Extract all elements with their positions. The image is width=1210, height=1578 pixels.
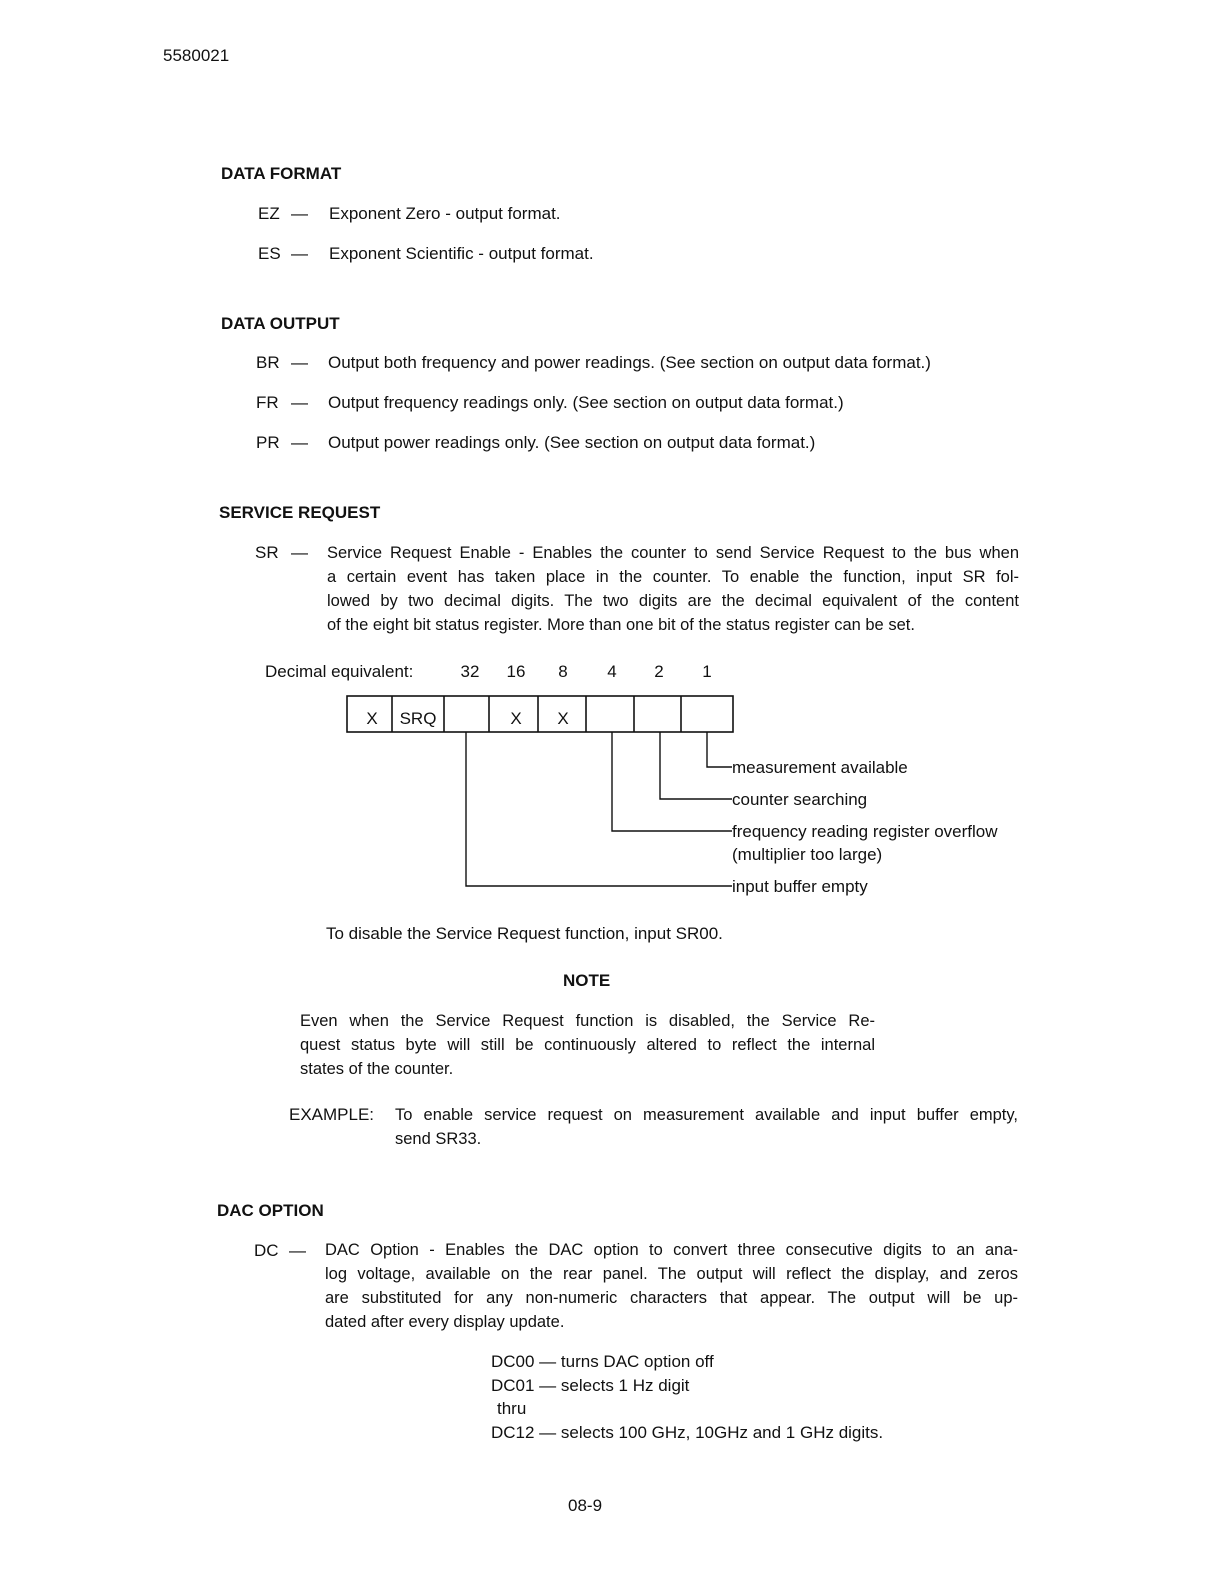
command-description: Output both frequency and power readings. (See section on output data format.) (328, 353, 931, 372)
command-code: EZ (258, 204, 280, 223)
note-paragraph (300, 1009, 875, 1081)
dac-setting: thru (497, 1399, 527, 1418)
paragraph-line: of the eight bit status register. More than one bit of the status register can be set. (327, 616, 915, 634)
command-description: Output frequency readings only. (See section on output data format.) (328, 393, 844, 412)
disable-instruction: To disable the Service Request function, input SR00. (326, 924, 723, 943)
command-description: Output power readings only. (See section on output data format.) (328, 433, 816, 452)
paragraph-line: are substituted for any non-numeric characters that appear. The output will be up- (325, 1289, 1018, 1307)
example-paragraph (395, 1103, 1018, 1151)
paragraph-line: dated after every display update. (325, 1313, 565, 1331)
decimal-value: 32 (460, 662, 480, 681)
command-dash: — (291, 244, 308, 263)
data-format-heading: DATA FORMAT (221, 164, 342, 183)
command-description: Exponent Scientific - output format. (329, 244, 594, 263)
register-cell-bit6: SRQ (399, 709, 437, 728)
command-code: SR (255, 543, 279, 562)
connector-buffer (466, 732, 732, 886)
bit-label-searching: counter searching (732, 790, 868, 809)
command-code: FR (256, 393, 279, 412)
dac-setting: DC01 — selects 1 Hz digit (491, 1376, 690, 1395)
command-code: PR (256, 433, 280, 452)
dac-setting: DC00 — turns DAC option off (491, 1352, 714, 1371)
service-request-heading: SERVICE REQUEST (219, 503, 381, 522)
paragraph-line: log voltage, available on the rear panel. The output will reflect the display, and zeros (325, 1265, 1018, 1283)
decimal-equivalent-label: Decimal equivalent: (265, 662, 414, 681)
dac-option-heading: DAC OPTION (217, 1201, 324, 1220)
dac-setting: DC12 — selects 100 GHz, 10GHz and 1 GHz digits. (491, 1423, 884, 1442)
command-dash: — (291, 393, 308, 412)
paragraph-line: Even when the Service Request function is disabled, the Service Re- (300, 1012, 875, 1030)
paragraph-line: lowed by two decimal digits. The two digits are the decimal equivalent of the content (327, 592, 1019, 610)
document-number: 5580021 (163, 46, 230, 65)
command-dash: — (289, 1241, 306, 1260)
bit-label-overflow: frequency reading register overflow (732, 822, 998, 841)
connector-measurement (707, 732, 732, 767)
bit-label-measurement: measurement available (732, 758, 908, 777)
command-dash: — (291, 204, 308, 223)
command-code: DC (254, 1241, 279, 1260)
page-number: 08-9 (568, 1496, 603, 1515)
decimal-value: 1 (702, 662, 712, 681)
bit-label-buffer: input buffer empty (732, 877, 868, 896)
decimal-value: 16 (506, 662, 526, 681)
note-heading: NOTE (563, 971, 611, 990)
command-code: ES (258, 244, 281, 263)
paragraph-line: states of the counter. (300, 1060, 454, 1078)
command-dash: — (291, 353, 308, 372)
command-description: Exponent Zero - output format. (329, 204, 561, 223)
register-cell-bit7: X (366, 709, 378, 728)
example-label: EXAMPLE: (289, 1105, 375, 1124)
bit-label-overflow-note: (multiplier too large) (732, 845, 883, 864)
connector-lines (466, 732, 732, 886)
dac-option-paragraph (325, 1238, 1018, 1334)
command-dash: — (291, 543, 308, 562)
paragraph-line: a certain event has taken place in the counter. To enable the function, input SR fol- (327, 568, 1019, 586)
register-cell-bit3: X (557, 709, 569, 728)
paragraph-line: DAC Option - Enables the DAC option to convert three consecutive digits to an ana- (325, 1241, 1018, 1259)
decimal-value: 2 (654, 662, 664, 681)
connector-searching (660, 732, 732, 799)
paragraph-line: send SR33. (395, 1130, 482, 1148)
data-output-heading: DATA OUTPUT (221, 314, 340, 333)
connector-overflow (612, 732, 732, 831)
decimal-value: 8 (558, 662, 568, 681)
paragraph-line: To enable service request on measurement available and input buffer empty, (395, 1106, 1018, 1124)
paragraph-line: Service Request Enable - Enables the counter to send Service Request to the bus when (327, 544, 1019, 562)
decimal-value: 4 (607, 662, 617, 681)
command-dash: — (291, 433, 308, 452)
paragraph-line: quest status byte will still be continuously altered to reflect the internal (300, 1036, 875, 1054)
register-cell-bit4: X (510, 709, 522, 728)
command-code: BR (256, 353, 280, 372)
